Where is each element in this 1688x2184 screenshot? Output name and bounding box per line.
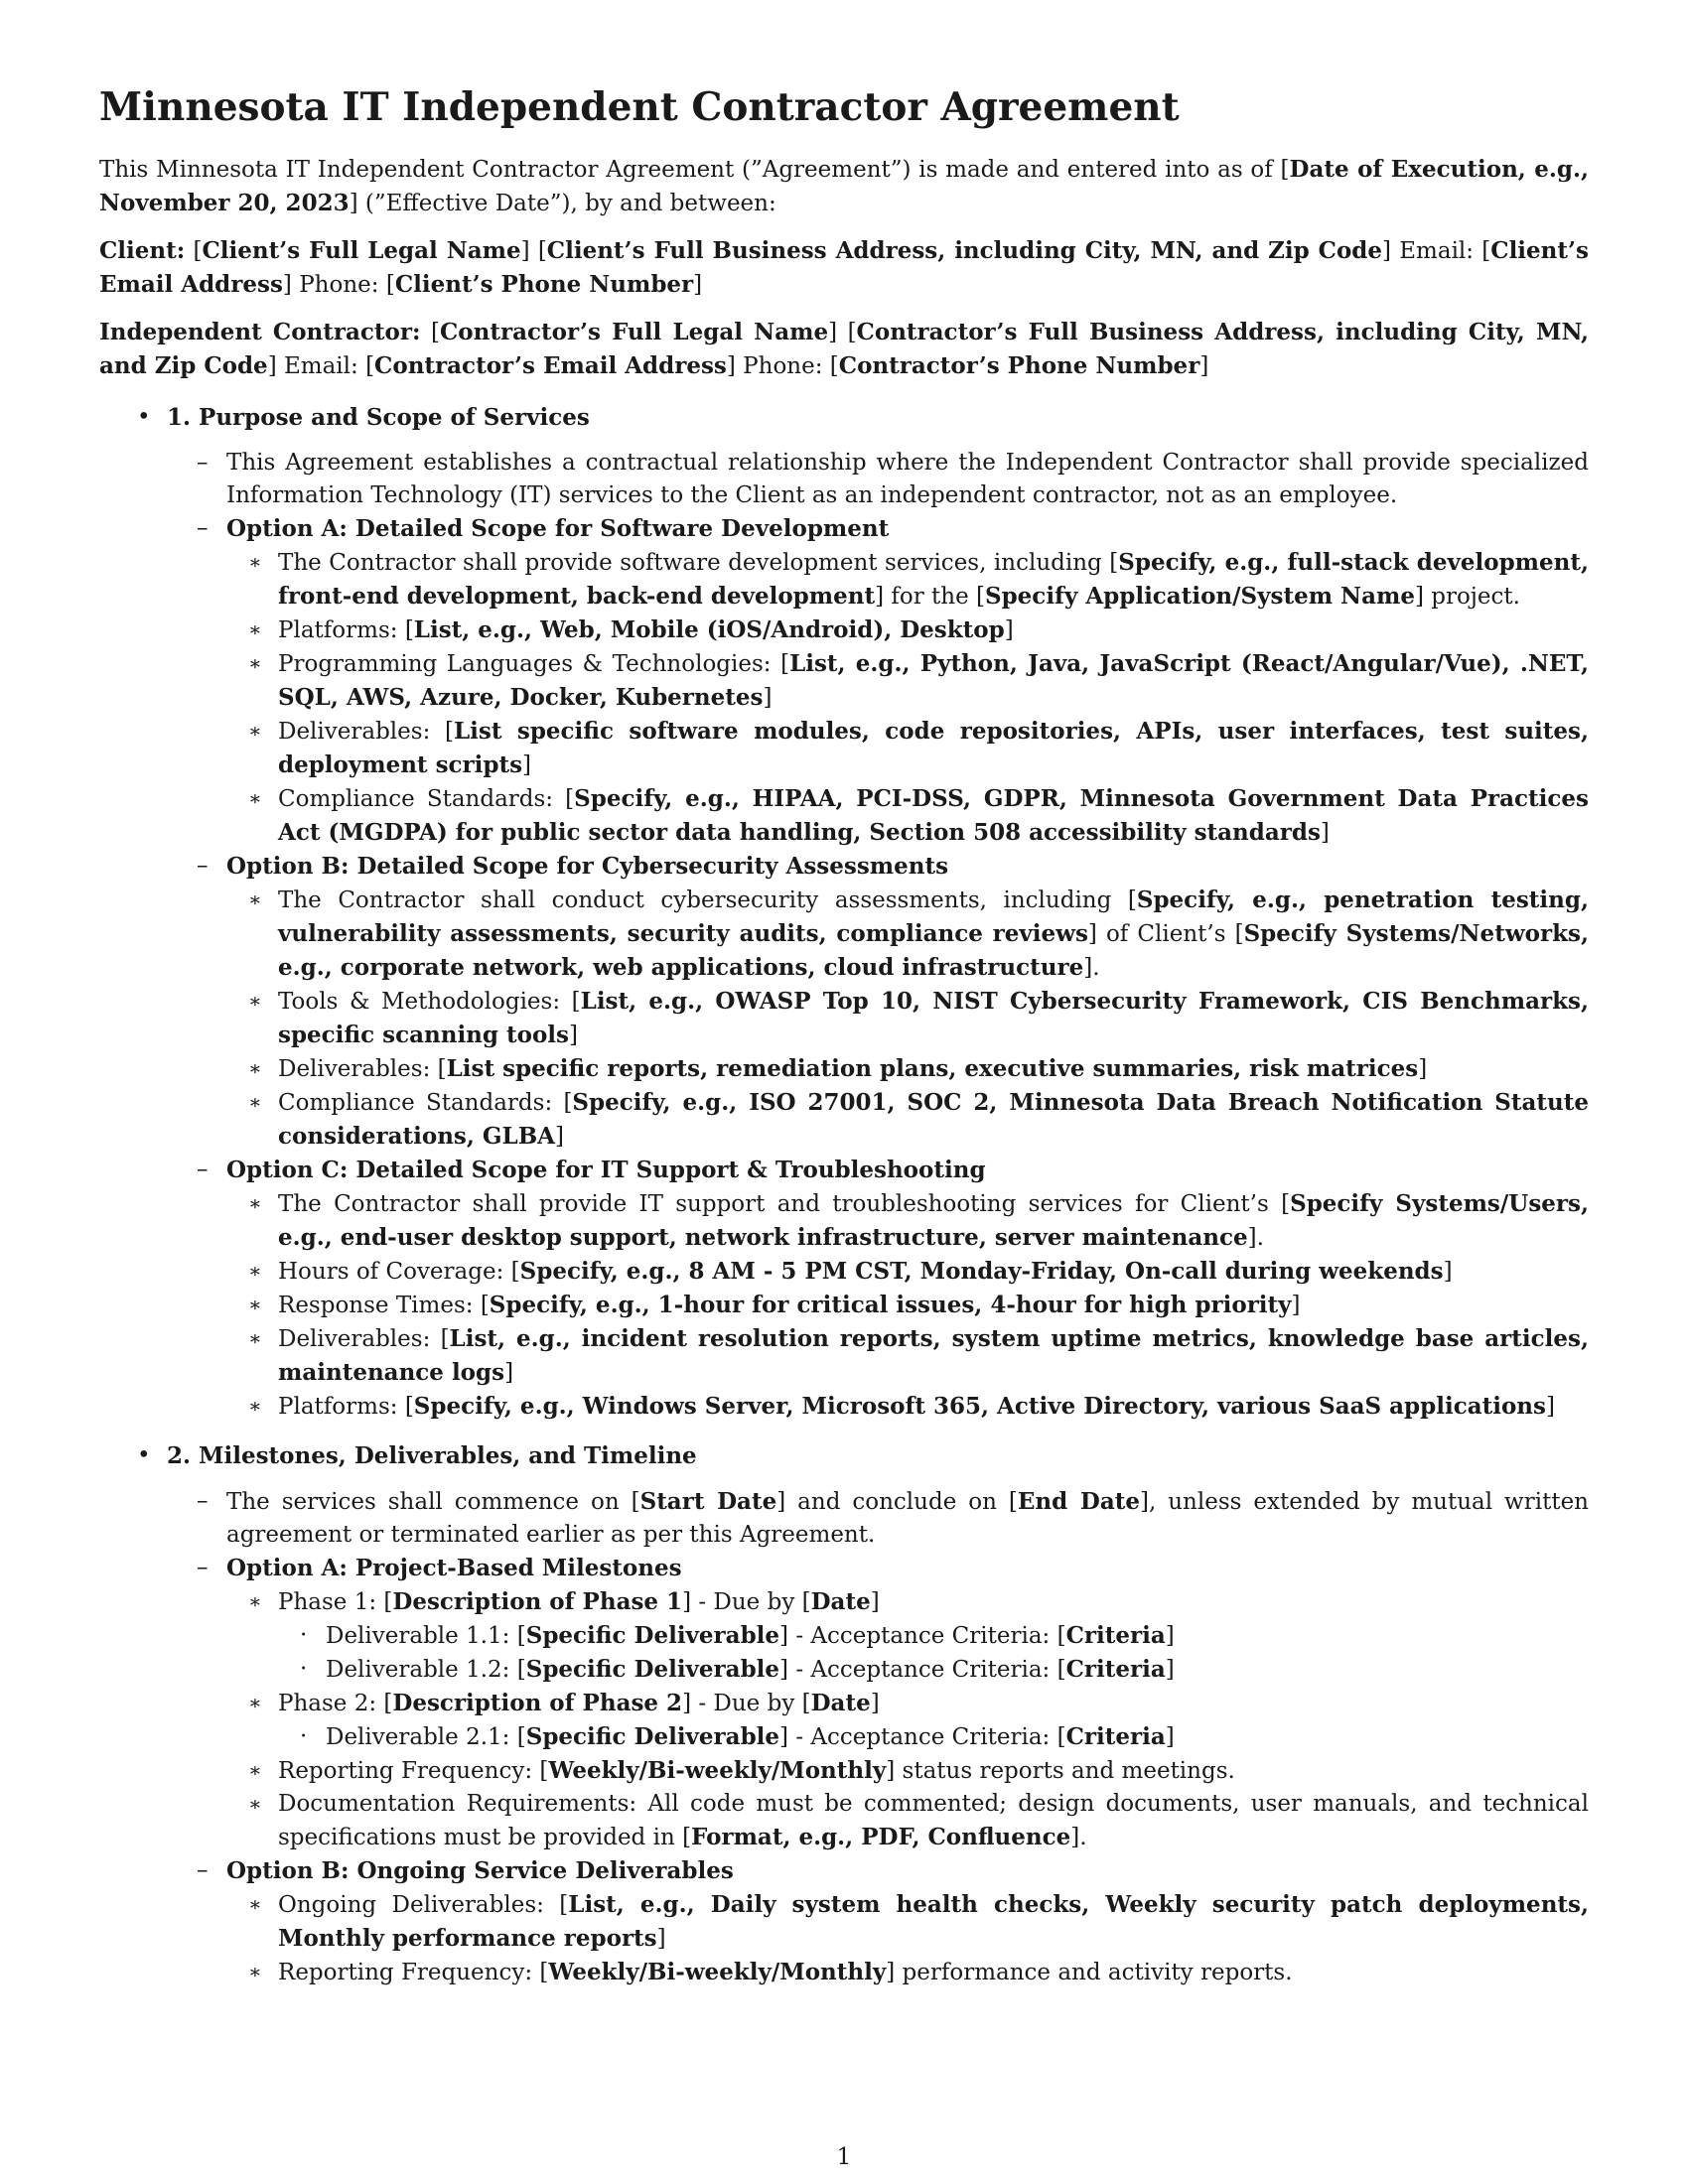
document-title: Minnesota IT Independent Contractor Agreement [99,84,1180,130]
dash-icon: – [197,450,209,476]
asterisk-icon: ∗ [248,1191,262,1215]
list-item: ∗ Compliance Standards: [Specify, e.g., HIPAA, PCI-DSS, GDPR, Minnesota Government Data Practices Act (MGDPA) for public sector data handling, Section 508 accessibility standards] [0,782,1589,850]
contractor-email: Contractor’s Email Address [374,352,727,379]
asterisk-icon: ∗ [248,617,262,641]
option-a-heading: – Option A: Detailed Scope for Software Development [0,512,1589,546]
asterisk-icon: ∗ [248,1259,262,1283]
asterisk-icon: ∗ [248,786,262,810]
list-item: ∗ Phase 1: [Description of Phase 1] - Due by [Date] [0,1585,1589,1619]
asterisk-icon: ∗ [248,887,262,911]
client-label: Client: [99,237,186,264]
asterisk-icon: ∗ [248,1892,262,1916]
list-item: ∗ Hours of Coverage: [Specify, e.g., 8 AM - 5 PM CST, Monday-Friday, On-call during weekends] [0,1255,1589,1289]
client-address: Client’s Full Business Address, including City, MN, and Zip Code [546,237,1383,264]
list-item: ∗ Tools & Methodologies: [List, e.g., OWASP Top 10, NIST Cybersecurity Framework, CIS Benchmarks, specific scanning tools] [0,985,1589,1052]
asterisk-icon: ∗ [248,1090,262,1114]
asterisk-icon: ∗ [248,1758,262,1782]
list-item: – The services shall commence on [Start Date] and conclude on [End Date], unless extended by mutual written agreement or terminated earlier as per this Agreement. [0,1485,1589,1552]
list-item: ∗ Deliverables: [List specific software modules, code repositories, APIs, user interfaces, test suites, deployment scripts] [0,715,1589,782]
contractor-label: Independent Contractor: [99,319,421,345]
dash-icon: – [197,853,209,879]
asterisk-icon: ∗ [248,651,262,675]
client-phone: Client’s Phone Number [394,271,694,298]
list-item: ∗ The Contractor shall provide IT support and troubleshooting services for Client’s [Specify Systems/Users, e.g., end-user desktop support, network infrastructure, server maintenance]. [0,1187,1589,1255]
section-2-title: 2. Milestones, Deliverables, and Timeline [167,1442,697,1469]
page-number: 1 [836,2144,852,2170]
contractor-address: Contractor’s Full Business Address, including City, MN, and Zip Code [99,319,1589,379]
list-item: ∗ The Contractor shall conduct cybersecurity assessments, including [Specify, e.g., penetration testing, vulnerability assessments, security audits, compliance reviews] of Client’s [Specify Systems/Networks, e.g., corporate network, web applications, cloud infrastructure]. [0,884,1589,985]
section-2 [0,1439,1589,1989]
list-item: ∗ Response Times: [Specify, e.g., 1-hour for critical issues, 4-hour for high priority] [0,1289,1589,1322]
list-item: ∗ Platforms: [List, e.g., Web, Mobile (iOS/Android), Desktop] [0,614,1589,647]
list-item: ∗ Programming Languages & Technologies: [List, e.g., Python, Java, JavaScript (React/Angular/Vue), .NET, SQL, AWS, Azure, Docker, Kubernetes] [0,647,1589,715]
asterisk-icon: ∗ [248,1326,262,1350]
dash-icon: – [197,1157,209,1182]
document-page [99,83,1589,1989]
client-email: Client’s Email Address [99,237,1589,298]
contractor-phone: Contractor’s Phone Number [838,352,1200,379]
bullet-icon: • [137,404,151,430]
asterisk-icon: ∗ [248,719,262,743]
sections [0,401,1589,435]
contractor-block: Independent Contractor: [Contractor’s Full Legal Name] [Contractor’s Full Business Address, including City, MN, and Zip Code] Email: [Contractor’s Email Address] Phone: [Contractor’s Phone Number] [99,319,1589,379]
section-1-body [0,447,1589,1424]
asterisk-icon: ∗ [248,1293,262,1316]
list-item: ∗ Reporting Frequency: [Weekly/Bi-weekly/Monthly] status reports and meetings. [0,1754,1589,1788]
asterisk-icon: ∗ [248,1056,262,1080]
dot-icon: · [300,1622,308,1648]
asterisk-icon: ∗ [248,1691,262,1714]
list-item: · Deliverable 1.2: [Specific Deliverable] - Acceptance Criteria: [Criteria] [0,1653,1589,1687]
list-item: ∗ Deliverables: [List, e.g., incident resolution reports, system uptime metrics, knowledge base articles, maintenance logs] [0,1322,1589,1390]
list-item: ∗ Phase 2: [Description of Phase 2] - Due by [Date] [0,1687,1589,1720]
asterisk-icon: ∗ [248,1589,262,1613]
list-item: ∗ Deliverables: [List specific reports, remediation plans, executive summaries, risk matrices] [0,1052,1589,1086]
list-item: ∗ The Contractor shall provide software development services, including [Specify, e.g., full-stack development, front-end development, back-end development] for the [Specify Application/System Name] project. [0,546,1589,614]
section-1-title: 1. Purpose and Scope of Services [167,404,590,431]
execution-date-placeholder: Date of Execution, e.g., November 20, 2023 [99,156,1589,216]
client-block: Client: [Client’s Full Legal Name] [Client’s Full Business Address, including City, MN, and Zip Code] Email: [Client’s Email Address] Phone: [Client’s Phone Number] [99,237,1589,298]
dash-icon: – [197,1488,209,1514]
client-name: Client’s Full Legal Name [202,237,521,264]
contractor-name: Contractor’s Full Legal Name [440,319,829,345]
list-item: ∗ Ongoing Deliverables: [List, e.g., Daily system health checks, Weekly security patch deployments, Monthly performance reports] [0,1888,1589,1956]
list-item: – This Agreement establishes a contractual relationship where the Independent Contractor shall provide specialized Information Technology (IT) services to the Client as an independent contractor, not as an employee. [0,447,1589,512]
dot-icon: · [300,1656,308,1682]
list-item: · Deliverable 1.1: [Specific Deliverable] - Acceptance Criteria: [Criteria] [0,1619,1589,1653]
dash-icon: – [197,1555,209,1580]
section-2-heading [0,1439,1589,1473]
list-item: · Deliverable 2.1: [Specific Deliverable] - Acceptance Criteria: [Criteria] [0,1720,1589,1754]
list-item: ∗ Compliance Standards: [Specify, e.g., ISO 27001, SOC 2, Minnesota Data Breach Notification Statute considerations, GLBA] [0,1086,1589,1154]
asterisk-icon: ∗ [248,989,262,1013]
section-1 [0,401,1589,435]
bullet-icon: • [137,1442,151,1468]
list-item: ∗ Reporting Frequency: [Weekly/Bi-weekly/Monthly] performance and activity reports. [0,1956,1589,1989]
dash-icon: – [197,515,209,541]
asterisk-icon: ∗ [248,1960,262,1983]
asterisk-icon: ∗ [248,550,262,574]
intro-paragraph: This Minnesota IT Independent Contractor Agreement (”Agreement”) is made and entered into as of [Date of Execution, e.g., November 20, 2023] (”Effective Date”), by and between: [99,156,1589,216]
option-c-heading: – Option C: Detailed Scope for IT Support & Troubleshooting [0,1154,1589,1187]
asterisk-icon: ∗ [248,1792,262,1816]
option-b-heading: – Option B: Ongoing Service Deliverables [0,1854,1589,1888]
option-a-heading: – Option A: Project-Based Milestones [0,1552,1589,1585]
list-item: ∗ Documentation Requirements: All code must be commented; design documents, user manuals, and technical specifications must be provided in [Format, e.g., PDF, Confluence]. [0,1788,1589,1854]
asterisk-icon: ∗ [248,1394,262,1418]
list-item: ∗ Platforms: [Specify, e.g., Windows Server, Microsoft 365, Active Directory, various SaaS applications] [0,1390,1589,1424]
dash-icon: – [197,1857,209,1883]
dot-icon: · [300,1723,308,1749]
option-b-heading: – Option B: Detailed Scope for Cybersecurity Assessments [0,850,1589,884]
